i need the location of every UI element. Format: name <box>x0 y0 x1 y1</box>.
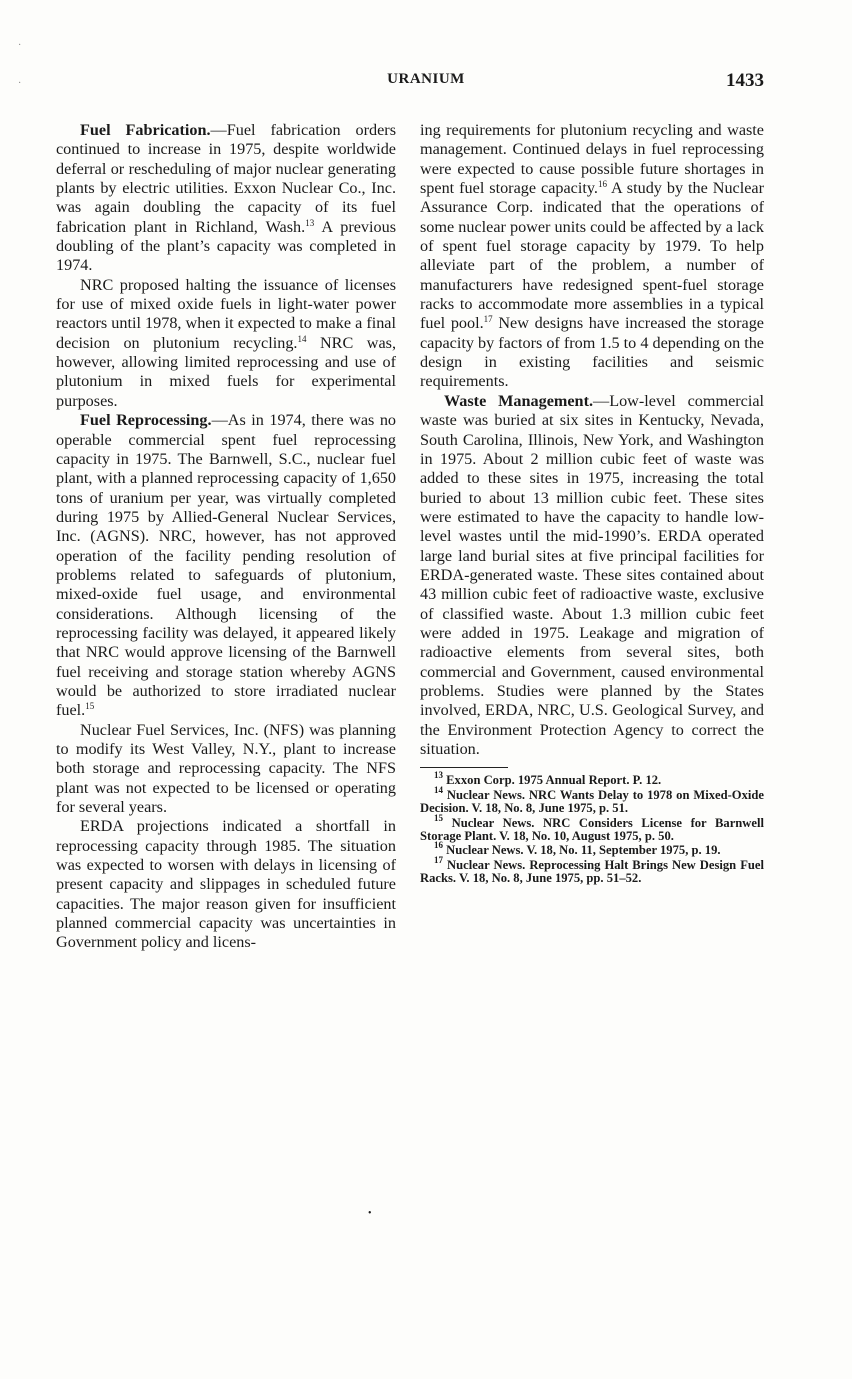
footnote-ref: 17 <box>483 314 493 325</box>
page-number: 1433 <box>726 70 764 91</box>
paragraph-text: —Fuel fabrication orders continued to increase in 1975, despite worldwide deferral or rescheduling of major nuclear generating plants by electric utilities. Exxon Nuclear Co., Inc. was again doubling the capacity of its fuel fabrication plant in Richland, Wash. <box>56 121 396 236</box>
footnote <box>420 840 764 858</box>
margin-speck: · <box>18 78 22 89</box>
footnote-ref: 13 <box>305 217 315 228</box>
paragraph-nfs <box>56 721 396 818</box>
footnote-text: Nuclear News. V. 18, No. 11, September 1975, p. 19. <box>443 843 721 858</box>
section-heading-fuel-fabrication: Fuel Fabrication. <box>80 121 211 139</box>
paragraph-continued <box>420 121 764 392</box>
footnote <box>420 812 764 844</box>
footnote-ref: 16 <box>597 179 607 190</box>
paragraph-fuel-reprocessing <box>56 411 396 721</box>
footnote-divider <box>420 767 508 768</box>
footnote-number: 17 <box>434 854 443 865</box>
footnote-ref: 15 <box>85 701 95 712</box>
stray-mark: • <box>368 1208 372 1219</box>
footnote-number: 14 <box>434 784 443 795</box>
paragraph-erda-projections <box>56 817 396 952</box>
running-head-title: URANIUM <box>387 71 465 87</box>
footnote <box>420 784 764 816</box>
paragraph-text: NRC was, however, allowing limited reprocessing and use of plutonium in mixed fuels for experimental purposes. <box>56 333 397 410</box>
footnote-text: Nuclear News. Reprocessing Halt Brings New Design Fuel Racks. V. 18, No. 8, June 1975, pp. 51–52. <box>420 857 764 886</box>
footnotes <box>420 770 764 886</box>
footnote <box>420 770 764 788</box>
paragraph-text: A previous doubling of the plant’s capacity was completed in 1974. <box>56 217 396 275</box>
paragraph-text: Nuclear Fuel Services, Inc. (NFS) was planning to modify its West Valley, N.Y., plant to increase both storage and reprocessing capacity. The NFS plant was not expected to be licensed or operating for several years. <box>56 720 396 817</box>
paragraph-text: ing requirements for plutonium recycling and waste management. Continued delays in fuel reprocessing were expected to cause possible future shortages in spent fuel storage capacity. <box>420 121 764 198</box>
paragraph-text: ERDA projections indicated a shortfall in reprocessing capacity through 1985. The situation was expected to worsen with delays in licensing of present capacity and slippages in scheduled future capacities. The major reason given for insufficient planned commercial capacity was uncertainties in Government policy and licens- <box>56 817 396 952</box>
paragraph-text: NRC proposed halting the issuance of licenses for use of mixed oxide fuels in light-water power reactors until 1978, when it expected to make a final decision on plutonium recycling. <box>56 275 396 352</box>
footnote-text: Exxon Corp. 1975 Annual Report. P. 12. <box>443 773 662 788</box>
right-column <box>420 121 764 887</box>
footnote-text: Nuclear News. NRC Considers License for Barnwell Storage Plant. V. 18, No. 10, August 1975, p. 50. <box>420 815 764 843</box>
footnote-number: 13 <box>434 770 443 781</box>
footnote <box>420 854 764 886</box>
paragraph-fuel-fabrication <box>56 121 396 276</box>
paragraph-text: —As in 1974, there was no operable commercial spent fuel reprocessing capacity in 1975. The Barnwell, S.C., nuclear fuel plant, with a planned reprocessing capacity of 1,650 tons of uranium per year, was virtually completed during 1975 by Allied-General Nuclear Services, Inc. (AGNS). NRC, however, has not approved operation of the facility pending resolution of problems related to safeguards of plutonium, mixed-oxide fuel usage, and environmental considerations. Although licensing of the reprocessing facility was delayed, it appeared likely that NRC would approve licensing of the Barnwell fuel receiving and storage station whereby AGNS would be authorized to store irradiated nuclear fuel. <box>56 411 397 720</box>
section-heading-fuel-reprocessing: Fuel Reprocessing. <box>80 411 212 430</box>
footnote-number: 16 <box>434 840 443 851</box>
margin-speck: · <box>18 40 22 51</box>
paragraph-nrc-mixed-oxide <box>56 276 396 411</box>
paragraph-text: A study by the Nuclear Assurance Corp. indicated that the operations of some nuclear power units could be affected by a lack of spent fuel storage capacity by 1979. To help alleviate part of the problem, a number of manufacturers have redesigned spent-fuel storage racks to accommodate more assemblies in a typical fuel pool. <box>420 179 765 333</box>
footnote-ref: 14 <box>297 333 307 344</box>
left-column <box>56 121 396 953</box>
paragraph-text: New designs have increased the storage capacity by factors of from 1.5 to 4 depending on the design in existing facilities and seismic requirements. <box>420 314 764 391</box>
footnote-number: 15 <box>434 812 443 823</box>
section-heading-waste-management: Waste Management. <box>444 391 594 410</box>
paragraph-waste-management <box>420 392 764 760</box>
footnote-text: Nuclear News. NRC Wants Delay to 1978 on Mixed-Oxide Decision. V. 18, No. 8, June 1975, p. 51. <box>420 787 764 816</box>
paragraph-text: —Low-level commercial waste was buried at six sites in Kentucky, Nevada, South Carolina, Illinois, New York, and Washington in 1975. About 2 million cubic feet of waste was added to these sites in 1975, increasing the total buried to about 13 million cubic feet. These sites were estimated to have the capacity to handle low-level wastes until the mid-1990’s. ERDA operated large land burial sites at five principal facilities for ERDA-generated waste. These sites contained about 43 million cubic feet of radioactive waste, exclusive of classified waste. About 1.3 million cubic feet were added in 1975. Leakage and migration of radioactive elements from several sites, both commercial and Government, caused environmental problems. Studies were planned by the States involved, ERDA, NRC, U.S. Geological Survey, and the Environment Protection Agency to correct the situation. <box>420 391 765 758</box>
